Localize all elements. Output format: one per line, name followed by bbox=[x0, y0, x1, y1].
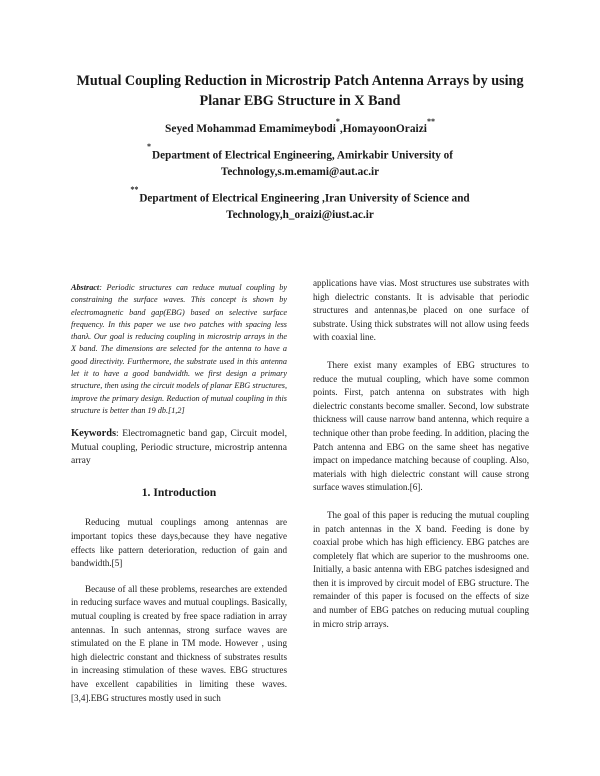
affiliation-2-line-1 bbox=[0, 187, 600, 207]
right-paragraph-3: The goal of this paper is reducing the mutual coupling in patch antennas in the X band. Feeding is done by coaxial probe which has high efficiency. EBG patches are completely flat which are superior to the mushrooms one. Initially, a basic antenna with EBG patches isdesigned and then it is improved by circuit model of EBG structure. The remainder of this paper is focused on the effects of size and number of EBG patches on reducing mutual coupling in micro strip arrays. bbox=[313, 509, 529, 629]
author-list bbox=[0, 117, 600, 135]
keywords-text: : Electromagnetic band gap, Circuit model, Mutual coupling, Periodic structure, microstrip antenna array bbox=[71, 428, 287, 467]
abstract-label: Abstract bbox=[71, 283, 100, 292]
affiliation-2-text: Department of Electrical Engineering ,Iran University of Science and bbox=[139, 192, 470, 205]
abstract bbox=[71, 282, 287, 417]
intro-paragraph-2: Because of all these problems, researches are extended in reducing surface waves and mutual couplings. Basically, mutual coupling is created by free space radiation in array antennas. In such antennas, strong surface waves are stimulated on the E plane in TM mode. However , using high dielectric constant and thickness of substrates results in increasing stimulation of these waves. EBG structures have excellent capabilities in limiting these waves.[3,4].EBG structures mostly used in such bbox=[71, 583, 287, 703]
section-heading-introduction: 1. Introduction bbox=[141, 486, 217, 500]
title-line-1: Mutual Coupling Reduction in Microstrip Patch Antenna Arrays by using bbox=[76, 73, 524, 89]
affiliation-1-text: Department of Electrical Engineering, Amirkabir University of bbox=[152, 149, 453, 162]
keywords bbox=[71, 427, 287, 467]
right-paragraph-2: There exist many examples of EBG structures to reduce the mutual coupling, which have some common points. First, patch antenna on substrates with high dielectric constants become smaller. Second, low substrate thickness will cause narrow band antenna, which require a technique other than probe feeding. In addition, placing the Patch antenna and EBG on the same sheet has negative impact on impedance matching because of coupling. Also, materials with high dielectric constant will cause strong surface waves stimulation.[6]. bbox=[313, 359, 529, 493]
left-column bbox=[71, 282, 287, 705]
affiliation-1 bbox=[0, 144, 600, 180]
right-column bbox=[313, 277, 529, 631]
affiliation-1-mark: * bbox=[147, 142, 152, 151]
paper-title bbox=[70, 71, 530, 111]
affiliation-2-mark: ** bbox=[130, 185, 139, 194]
author-1: Seyed Mohammad Emamimeybodi bbox=[165, 122, 336, 135]
keywords-label: Keywords bbox=[71, 428, 117, 440]
affiliation-2-line-2: Technology,h_oraizi@iust.ac.ir bbox=[226, 208, 374, 221]
author-2-mark: ** bbox=[426, 117, 435, 126]
title-line-2: Planar EBG Structure in X Band bbox=[199, 93, 401, 109]
author-2: ,HomayoonOraizi bbox=[339, 122, 427, 135]
intro-paragraph-1: Reducing mutual couplings among antennas are important topics these days,because they have negative effects like pattern deterioration, reduction of gain and bandwidth.[5] bbox=[71, 517, 287, 569]
author-1-mark: * bbox=[335, 117, 340, 126]
affiliation-2 bbox=[0, 187, 600, 223]
abstract-text: : Periodic structures can reduce mutual coupling by constraining the surface waves. This concept is shown by electromagnetic band gap(EBG) based on selective surface frequency. In this paper we use two patches with spacing less thanλ. Our goal is reducing coupling in microstrip arrays in the X band. The dimensions are selected for the antenna to have a good directivity. Furthermore, the substrate used in this antenna let it to have a good bandwidth. we first design a primary structure, then using the circuit models of planar EBG structures, improve the primary design. Reduction of mutual coupling in this structure is better than 19 db.[1,2] bbox=[71, 283, 287, 415]
affiliation-1-line-1 bbox=[0, 144, 600, 164]
right-paragraph-1: applications have vias. Most structures use substrates with high dielectric constants. It is advisable that periodic structures and antennas,be placed on one surface of substrate. Using thick substrates will not allow using feeds with coaxial line. bbox=[313, 278, 529, 343]
affiliation-1-line-2: Technology,s.m.emami@aut.ac.ir bbox=[220, 165, 380, 178]
